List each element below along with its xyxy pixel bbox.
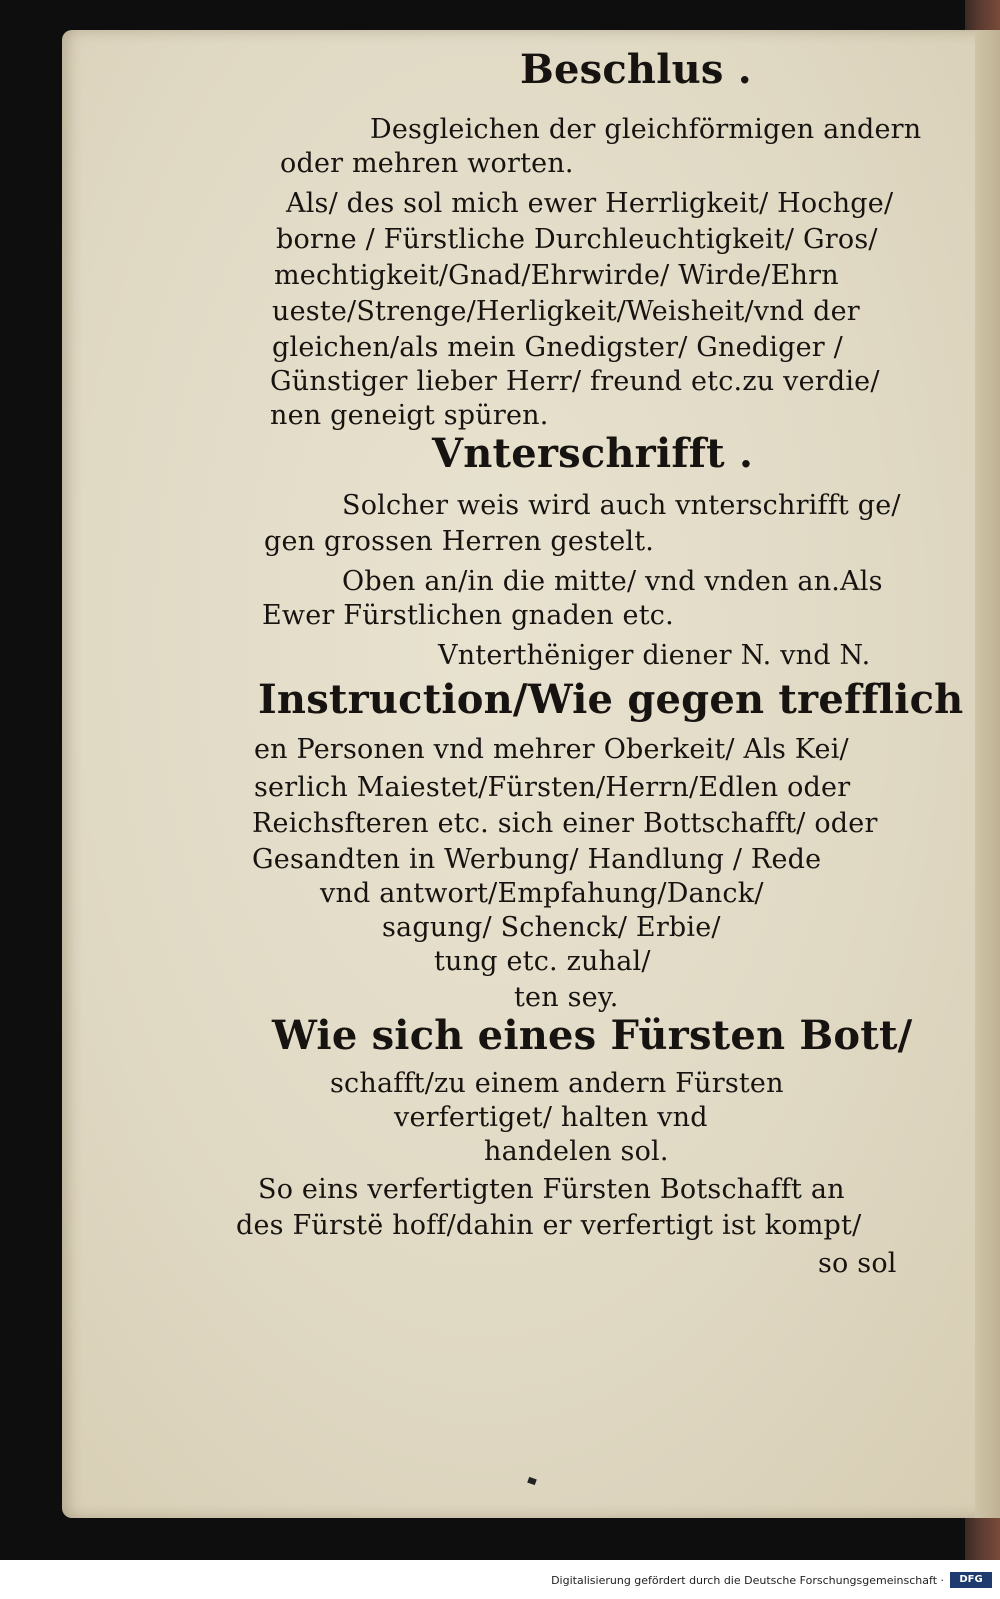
text-line: tung etc. zuhal/: [434, 946, 651, 977]
text-line: handelen sol.: [484, 1136, 669, 1167]
footer-credit: Digitalisierung gefördert durch die Deutsche Forschungsgemeinschaft ·: [551, 1574, 944, 1587]
text-line: nen geneigt spüren.: [270, 400, 549, 431]
text-line: sagung/ Schenck/ Erbie/: [382, 912, 721, 943]
text-line: serlich Maiestet/Fürsten/Herrn/Edlen oder: [254, 772, 851, 803]
text-line: Oben an/in die mitte/ vnd vnden an.Als: [342, 566, 883, 597]
text-line: So eins verfertigten Fürsten Botschafft an: [258, 1174, 845, 1205]
text-line: Reichsfteren etc. sich einer Bottschafft/ oder: [252, 808, 878, 839]
text-line: Desgleichen der gleichförmigen andern: [370, 114, 922, 145]
text-line: Als/ des sol mich ewer Herrligkeit/ Hochge/: [286, 188, 894, 219]
heading-wie-sich: Wie sich eines Fürsten Bott/: [272, 1012, 913, 1059]
text-line: ten sey.: [514, 982, 619, 1013]
text-line: gen grossen Herren gestelt.: [264, 526, 655, 557]
heading-instruction: Instruction/Wie gegen trefflich: [258, 676, 964, 723]
text-line: verfertiget/ halten vnd: [394, 1102, 708, 1133]
heading-beschlus: Beschlus .: [520, 46, 752, 93]
footer-bar: [0, 1560, 1000, 1599]
text-line: schafft/zu einem andern Fürsten: [330, 1068, 784, 1099]
text-line: des Fürstë hoff/dahin er verfertigt ist kompt/: [236, 1210, 862, 1241]
text-line: oder mehren worten.: [280, 148, 574, 179]
text-line: mechtigkeit/Gnad/Ehrwirde/ Wirde/Ehrn: [274, 260, 839, 291]
catchword: so sol: [818, 1248, 897, 1279]
text-line: Vnterthëniger diener N. vnd N.: [438, 640, 871, 671]
text-line: Solcher weis wird auch vnterschrifft ge/: [342, 490, 901, 521]
dfg-logo-icon: DFG: [950, 1572, 992, 1588]
text-line: ueste/Strenge/Herligkeit/Weisheit/vnd der: [272, 296, 860, 327]
text-line: en Personen vnd mehrer Oberkeit/ Als Kei/: [254, 734, 849, 765]
text-line: gleichen/als mein Gnedigster/ Gnediger /: [272, 332, 843, 363]
text-line: Ewer Fürstlichen gnaden etc.: [262, 600, 674, 631]
heading-vnterschrifft: Vnterschrifft .: [432, 430, 754, 477]
text-line: Günstiger lieber Herr/ freund etc.zu verdie/: [270, 366, 880, 397]
text-line: Gesandten in Werbung/ Handlung / Rede: [252, 844, 822, 875]
text-line: vnd antwort/Empfahung/Danck/: [320, 878, 764, 909]
text-line: borne / Fürstliche Durchleuchtigkeit/ Gros/: [276, 224, 878, 255]
